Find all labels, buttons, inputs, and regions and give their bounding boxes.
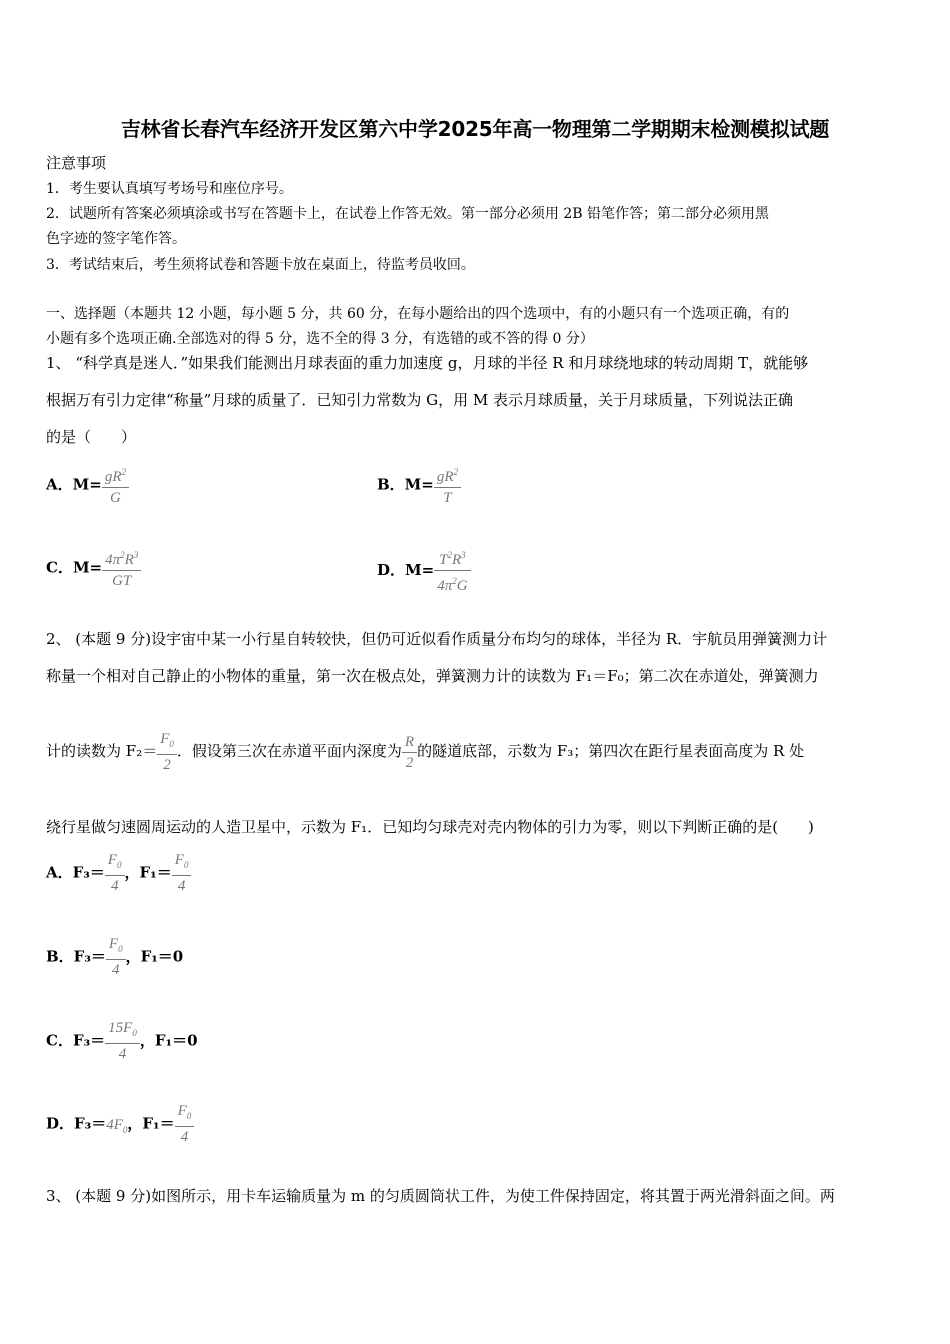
q1-line-2: 根据万有引力定律“称量”月球的质量了．已知引力常数为 G，用 M 表示月球质量，关于月球质量，下列说法正确 (46, 391, 793, 409)
q2-option-c-label: C．F₃＝ (46, 1031, 106, 1050)
q2-option-b-label: B．F₃＝ (46, 947, 106, 966)
q1-option-d[interactable] (377, 545, 471, 596)
notice-item-3: 3．考试结束后，考生须将试卷和答题卡放在桌面上，待监考员收回。 (46, 257, 475, 273)
q1-option-a[interactable] (46, 462, 129, 508)
q2-depth-formula: $\frac{R}{2}$ (402, 732, 417, 773)
q2-line-4: 绕行星做匀速圆周运动的人造卫星中，示数为 F₁．已知均匀球壳对壳内物体的引力为零，则以下判断正确的是( ) (46, 818, 814, 836)
q1-option-a-label: A．M= (46, 475, 102, 494)
q2-line-3: 计的读数为 F₂＝ $\frac{F_0}{2}$ ．假设第三次在赤道平面内深度为 $\frac{R}{2}$ 的隧道底部，示数为 F₃；第四次在距行星表面高度为 R 处 (46, 731, 805, 773)
q2-line-1: 2、 (本题 9 分)设宇宙中某一小行星自转较快，但仍可近似看作质量分布均匀的球体，半径为 R．宇航员用弹簧测力计 (46, 630, 828, 648)
q2-option-d-f1: $\frac{F_0}{4}$ (175, 1101, 195, 1147)
q2-option-d-f3: $4F_0$ (106, 1116, 128, 1135)
q1-option-b-formula: $\frac{gR^2}{T}$ (434, 462, 461, 508)
notice-heading: 注意事项 (46, 154, 107, 172)
q1-option-b-label: B．M= (377, 475, 434, 494)
q2-f2-formula: $\frac{F_0}{2}$ (157, 729, 177, 775)
q2-option-b-f3: $\frac{F_0}{4}$ (106, 934, 126, 980)
q2-option-d[interactable]: D．$F_3=4F_0$，F₁＝ $\frac{F_0}{4}$ (46, 1101, 194, 1147)
q1-option-b[interactable] (377, 462, 461, 508)
q1-line-1: 1、 “科学真是迷人．”如果我们能测出月球表面的重力加速度 g，月球的半径 R 和月球绕地球的转动周期 T，就能够 (46, 354, 809, 372)
notice-item-2-cont: 色字迹的签字笔作答。 (46, 231, 186, 247)
page-title: 吉林省长春汽车经济开发区第六中学2025年高一物理第二学期期末检测模拟试题 (120, 117, 830, 141)
q2-option-c-f3: $\frac{15F_0}{4}$ (105, 1018, 140, 1064)
q1-option-c[interactable] (46, 545, 141, 591)
q1-option-d-label: D．M= (377, 561, 435, 579)
section-heading-cont: 小题有多个选项正确.全部选对的得 5 分，选不全的得 3 分，有选错的或不答的得 0 分） (46, 331, 594, 347)
q1-option-a-formula: $\frac{gR^2}{G}$ (102, 462, 129, 508)
q3-line-1: 3、 (本题 9 分)如图所示，用卡车运输质量为 m 的匀质圆筒状工件，为使工件保持固定，将其置于两光滑斜面之间。两 (46, 1187, 835, 1205)
q2-option-a[interactable]: A．F₃＝ $\frac{F_0}{4}$ ，F₁＝ $\frac{F_0}{4}$ (46, 850, 191, 896)
notice-item-1: 1．考生要认真填写考场号和座位序号。 (46, 181, 293, 197)
section-heading: 一、选择题（本题共 12 小题，每小题 5 分，共 60 分，在每小题给出的四个选项中，有的小题只有一个选项正确，有的 (46, 306, 790, 322)
q2-option-a-f1: $\frac{F_0}{4}$ (172, 850, 192, 896)
q2-line-2: 称量一个相对自己静止的小物体的重量，第一次在极点处，弹簧测力计的读数为 F₁＝F₀；第二次在赤道处，弹簧测力 (46, 667, 819, 685)
q2-option-d-label: D．F₃＝ (46, 1114, 107, 1133)
q2-option-a-label: A．F₃＝ (46, 863, 105, 882)
q1-option-d-formula: $\frac{T^2R^3}{4\pi^2G}$ (434, 545, 470, 596)
q2-option-c[interactable]: C．F₃＝ $\frac{15F_0}{4}$ ，F₁＝0 (46, 1020, 198, 1062)
q1-option-c-label: C．M= (46, 558, 103, 577)
q2-option-a-f3: $\frac{F_0}{4}$ (105, 850, 125, 896)
q1-line-3: 的是（ ） (46, 428, 137, 446)
q1-option-c-formula: $\frac{4\pi^2R^3}{GT}$ (102, 545, 141, 591)
notice-item-2: 2．试题所有答案必须填涂或书写在答题卡上，在试卷上作答无效。第一部分必须用 2B 铅笔作答；第二部分必须用黑 (46, 206, 769, 222)
q2-option-b[interactable]: B．F₃＝ $\frac{F_0}{4}$ ，F₁＝0 (46, 936, 184, 978)
